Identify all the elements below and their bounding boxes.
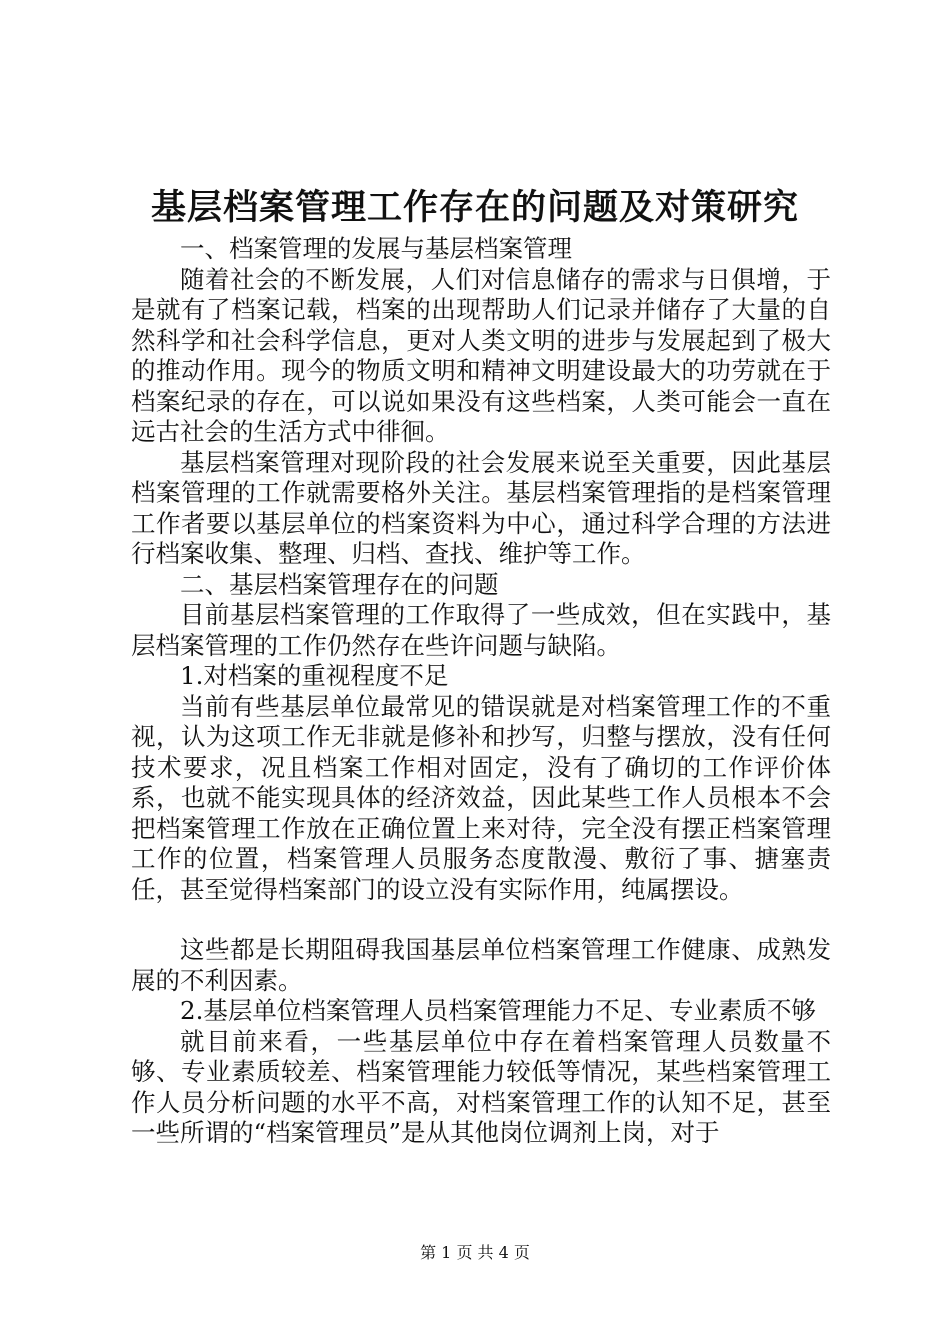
paragraph: 目前基层档案管理的工作取得了一些成效，但在实践中，基层档案管理的工作仍然存在些许问题与缺陷。 (131, 600, 831, 660)
paragraph: 当前有些基层单位最常见的错误就是对档案管理工作的不重视，认为这项工作无非就是修补和抄写，归整与摆放，没有任何技术要求，况且档案工作相对固定，没有了确切的工作评价体系，也就不能实现具体的经济效益，因此某些工作人员根本不会把档案管理工作放在正确位置上来对待，完全没有摆正档案管理工作的位置，档案管理人员服务态度散漫、敷衍了事、搪塞责任，甚至觉得档案部门的设立没有实际作用，纯属摆设。 (131, 691, 831, 904)
paragraph: 这些都是长期阻碍我国基层单位档案管理工作健康、成熟发展的不利因素。 (131, 935, 831, 995)
paragraph: 随着社会的不断发展，人们对信息储存的需求与日俱增，于是就有了档案记载，档案的出现帮助人们记录并储存了大量的自然科学和社会科学信息，更对人类文明的进步与发展起到了极大的推动作用。现今的物质文明和精神文明建设最大的功劳就在于档案纪录的存在，可以说如果没有这些档案，人类可能会一直在远古社会的生活方式中徘徊。 (131, 264, 831, 446)
paragraph: 基层档案管理对现阶段的社会发展来说至关重要，因此基层档案管理的工作就需要格外关注。基层档案管理指的是档案管理工作者要以基层单位的档案资料为中心，通过科学合理的方法进行档案收集、整理、归档、查找、维护等工作。 (131, 447, 831, 568)
document-body (131, 234, 831, 1149)
document-title: 基层档案管理工作存在的问题及对策研究 (150, 187, 799, 228)
page-number-footer: 第 1 页 共 4 页 (420, 1243, 530, 1262)
paragraph: 就目前来看，一些基层单位中存在着档案管理人员数量不够、专业素质较差、档案管理能力较低等情况，某些档案管理工作人员分析问题的水平不高，对档案管理工作的认知不足，甚至一些所谓的“档案管理员”是从其他岗位调剂上岗，对于 (131, 1026, 831, 1147)
section-heading-2: 二、基层档案管理存在的问题 (180, 569, 499, 599)
section-heading-1: 一、档案管理的发展与基层档案管理 (180, 234, 572, 263)
subheading-2: 2.基层单位档案管理人员档案管理能力不足、专业素质不够 (180, 996, 816, 1025)
subheading-1: 1.对档案的重视程度不足 (180, 661, 449, 690)
